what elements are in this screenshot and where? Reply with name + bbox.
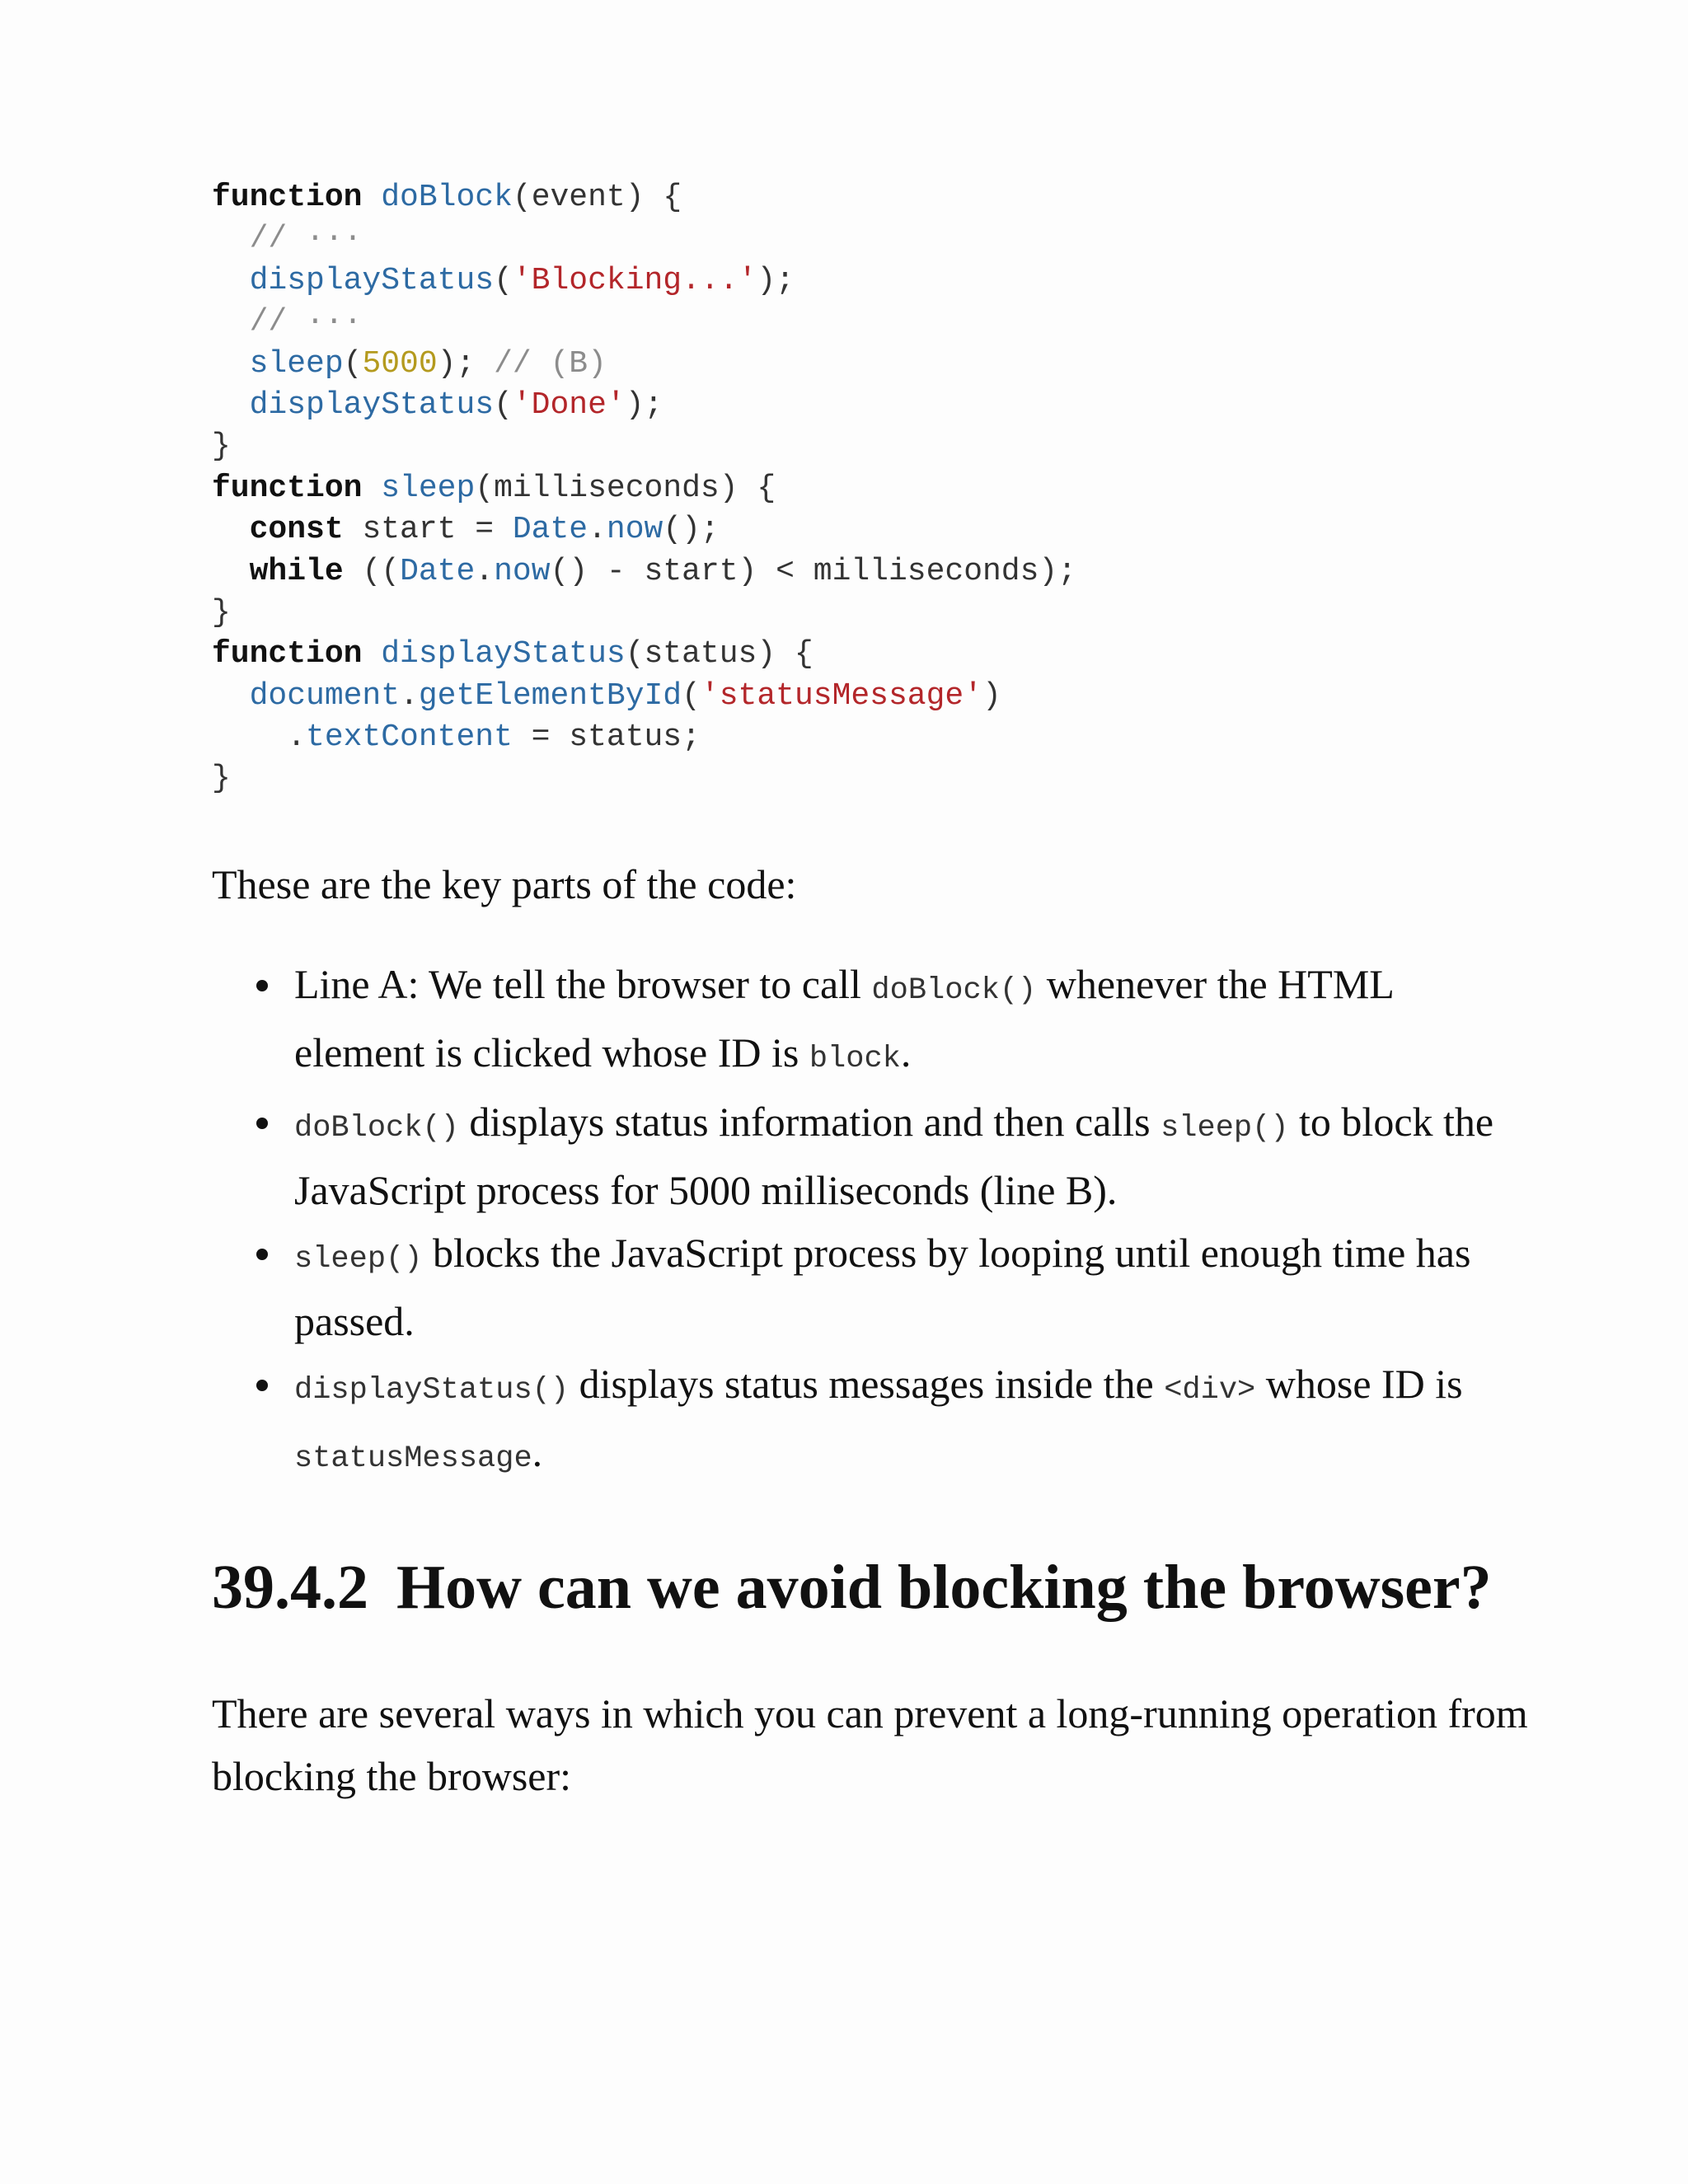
- section-number: 39.4.2: [212, 1552, 368, 1622]
- bullet-text: whenever the HTML element is clicked whose ID is: [294, 960, 1393, 1076]
- code-block-do-block: [212, 177, 1531, 468]
- code-token: (status) {: [625, 636, 814, 673]
- code-token: start =: [343, 512, 513, 548]
- inline-code: doBlock(): [871, 972, 1037, 1008]
- inline-code: sleep(): [294, 1241, 423, 1277]
- code-token: .: [588, 512, 607, 548]
- code-token: function: [212, 180, 363, 215]
- code-token: (: [494, 387, 513, 423]
- code-token: [212, 512, 250, 547]
- code-token: const: [249, 512, 344, 548]
- bullet-text: .: [532, 1429, 543, 1476]
- code-token: sleep: [249, 345, 344, 382]
- code-token: displayStatus: [249, 387, 495, 423]
- code-token: (: [682, 677, 701, 714]
- code-line: [212, 218, 1531, 260]
- code-token: displayStatus: [381, 636, 626, 673]
- code-line: [212, 676, 1531, 717]
- code-token: while: [249, 553, 344, 589]
- code-line: [212, 260, 1531, 302]
- code-line: [212, 634, 1531, 675]
- inline-code: doBlock(): [294, 1110, 459, 1146]
- code-token: [212, 387, 250, 423]
- code-token: );: [757, 262, 795, 298]
- inline-code: sleep(): [1160, 1110, 1289, 1146]
- code-token: }: [212, 429, 231, 465]
- code-token: function: [212, 470, 363, 506]
- code-token: getElementById: [418, 677, 682, 714]
- code-token: textContent: [306, 719, 513, 756]
- code-line: [212, 717, 1531, 758]
- code-token: // (B): [494, 345, 607, 382]
- code-token: Date: [512, 512, 588, 548]
- section-title: How can we avoid blocking the browser?: [396, 1552, 1492, 1622]
- bullet-text: .: [900, 1029, 912, 1076]
- code-token: // ···: [212, 221, 363, 257]
- list-item: [294, 1222, 1531, 1353]
- code-token: sleep: [381, 470, 476, 506]
- bullet-text: blocks the JavaScript process by looping until enough time has passed.: [294, 1229, 1471, 1345]
- code-block-sleep-display: [212, 468, 1531, 800]
- code-token: [212, 346, 250, 382]
- body-paragraph: There are several ways in which you can prevent a long-running operation from blocking the browser:: [212, 1690, 1528, 1799]
- code-token: }: [212, 761, 231, 797]
- bullet-text: to block the JavaScript process for 5000 milliseconds (line B).: [294, 1098, 1494, 1214]
- bullet-text: displays status messages inside the: [569, 1360, 1165, 1407]
- code-token: [212, 554, 250, 589]
- code-token: = status;: [512, 719, 701, 756]
- code-token: ();: [663, 512, 720, 548]
- code-token: .: [400, 677, 419, 714]
- code-token: ): [982, 677, 1001, 714]
- code-token: () - start) < milliseconds);: [550, 553, 1077, 589]
- code-token: [212, 263, 250, 298]
- inline-code: displayStatus(): [294, 1372, 570, 1408]
- code-token: [362, 471, 381, 506]
- code-token: [212, 678, 250, 714]
- code-token: 'Blocking...': [512, 262, 757, 298]
- code-token: now: [494, 553, 551, 589]
- list-item: [294, 1353, 1531, 1491]
- code-line: [212, 758, 1531, 799]
- code-token: 'statusMessage': [700, 677, 982, 714]
- key-parts-list: [212, 954, 1531, 1491]
- inline-code: statusMessage: [294, 1441, 532, 1477]
- code-token: [362, 180, 381, 215]
- code-token: Date: [400, 553, 476, 589]
- code-token: displayStatus: [249, 262, 495, 298]
- code-token: (: [494, 262, 513, 298]
- code-token: );: [625, 387, 663, 423]
- code-line: [212, 385, 1531, 426]
- inline-code: <div>: [1164, 1372, 1256, 1408]
- code-token: (milliseconds) {: [475, 470, 776, 506]
- section-heading: [212, 1554, 1531, 1621]
- code-token: document: [249, 677, 401, 714]
- code-line: [212, 509, 1531, 551]
- code-token: (: [343, 345, 363, 382]
- code-token: function: [212, 636, 363, 673]
- inline-code: block: [809, 1042, 901, 1077]
- code-line: [212, 177, 1531, 218]
- code-line: [212, 593, 1531, 634]
- code-line: [212, 468, 1531, 509]
- bullet-text: displays status information and then calls: [458, 1098, 1161, 1145]
- page-content: [212, 177, 1531, 1807]
- code-line: [212, 302, 1531, 343]
- code-token: .: [475, 553, 495, 589]
- code-token: // ···: [212, 304, 363, 340]
- code-token: .: [212, 719, 307, 756]
- lead-sentence: These are the key parts of the code:: [212, 860, 797, 907]
- code-token: );: [437, 345, 495, 382]
- code-token: [362, 636, 381, 672]
- bullet-text: Line A: We tell the browser to call: [294, 960, 872, 1007]
- list-item: [294, 1091, 1531, 1222]
- code-token: now: [606, 512, 663, 548]
- code-line: [212, 344, 1531, 385]
- code-token: 'Done': [512, 387, 626, 423]
- code-token: 5000: [362, 345, 438, 382]
- code-token: }: [212, 594, 231, 630]
- list-item: [294, 954, 1531, 1091]
- code-line: [212, 426, 1531, 467]
- bullet-text: whose ID is: [1255, 1360, 1463, 1407]
- code-token: doBlock: [381, 180, 513, 215]
- code-token: (event) {: [512, 180, 682, 215]
- code-line: [212, 551, 1531, 593]
- code-token: ((: [343, 553, 401, 589]
